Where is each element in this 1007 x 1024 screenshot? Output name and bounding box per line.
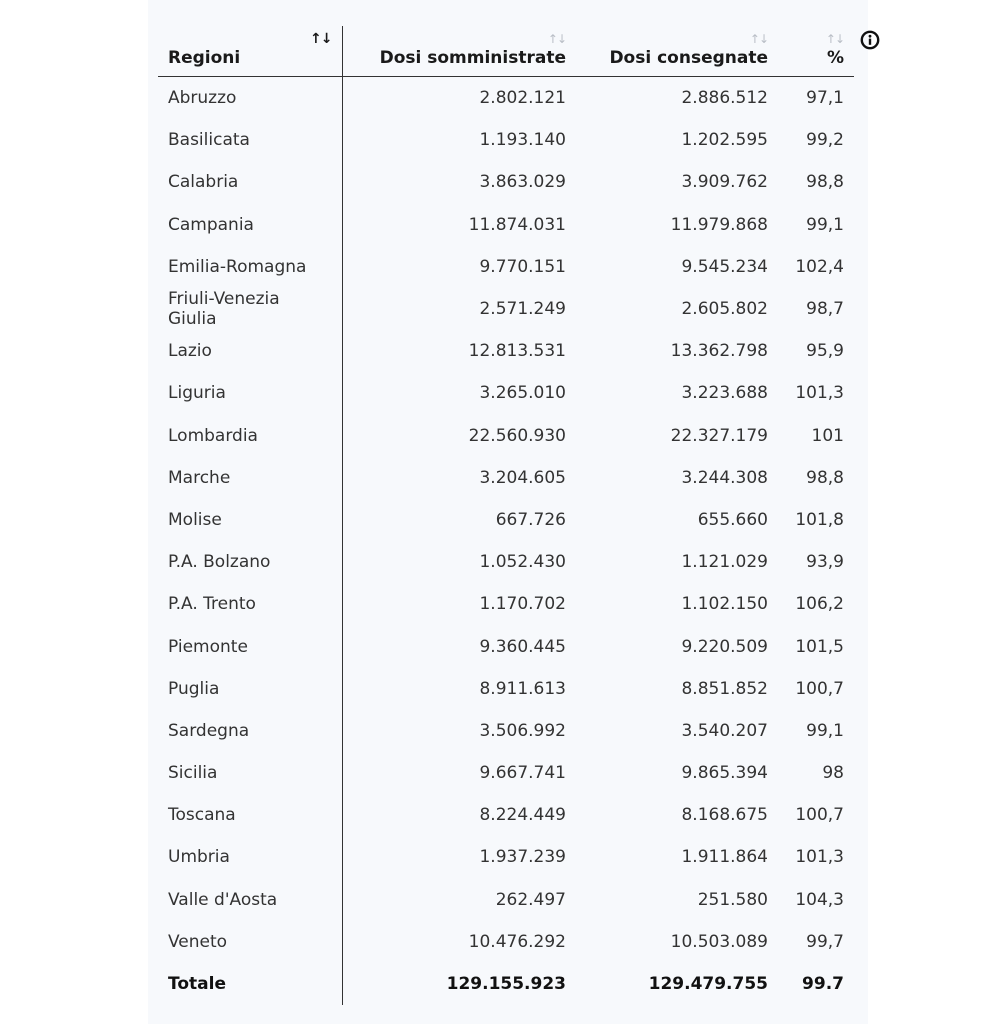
cell-percent: 98,7 [806,299,844,320]
column-header-administered[interactable] [342,26,576,77]
cell-region: Calabria [158,161,342,203]
table-row [158,625,854,667]
cell-percent: 101 [811,425,844,446]
cell-delivered: 9.220.509 [681,636,768,657]
table-row [158,330,854,372]
cell-administered: 262.497 [495,889,566,910]
cell-administered: 12.813.531 [468,341,566,362]
cell-percent: 99,1 [806,214,844,235]
cell-delivered: 13.362.798 [670,341,768,362]
cell-region: P.A. Bolzano [158,541,342,583]
cell-delivered: 3.909.762 [681,172,768,193]
cell-administered: 2.802.121 [479,88,566,109]
sort-arrows-icon[interactable]: ↑↓ [749,32,768,46]
cell-delivered: 11.979.868 [670,214,768,235]
cell-percent: 100,7 [795,678,844,699]
table-row [158,921,854,963]
sort-arrows-icon[interactable]: ↑↓ [547,32,566,46]
cell-delivered: 2.605.802 [681,299,768,320]
cell-administered: 9.360.445 [479,636,566,657]
table-row [158,583,854,625]
cell-total-label: Totale [158,963,342,1005]
table-row [158,372,854,414]
table-row [158,161,854,203]
cell-administered: 22.560.930 [468,425,566,446]
table-row [158,541,854,583]
cell-administered: 2.571.249 [479,299,566,320]
table-row [158,119,854,161]
table-row [158,752,854,794]
table-row [158,288,854,330]
cell-region: Molise [158,499,342,541]
cell-delivered: 1.102.150 [681,594,768,615]
table-row [158,794,854,836]
cell-region: P.A. Trento [158,583,342,625]
cell-percent: 97,1 [806,88,844,109]
cell-percent: 93,9 [806,552,844,573]
cell-region: Marche [158,457,342,499]
cell-region: Piemonte [158,625,342,667]
cell-percent: 95,9 [806,341,844,362]
cell-administered: 3.863.029 [479,172,566,193]
cell-region: Sicilia [158,752,342,794]
cell-total-administered: 129.155.923 [446,974,566,995]
vaccine-doses-table [158,26,854,1005]
table-row [158,668,854,710]
cell-region: Lazio [158,330,342,372]
cell-percent: 99,1 [806,720,844,741]
cell-region: Veneto [158,921,342,963]
cell-administered: 8.224.449 [479,805,566,826]
table-row [158,246,854,288]
column-header-percent[interactable] [778,26,854,77]
cell-percent: 100,7 [795,805,844,826]
cell-total-delivered: 129.479.755 [648,974,768,995]
table-row [158,415,854,457]
cell-administered: 11.874.031 [468,214,566,235]
cell-delivered: 8.168.675 [681,805,768,826]
cell-delivered: 1.911.864 [681,847,768,868]
cell-administered: 9.770.151 [479,256,566,277]
cell-administered: 3.506.992 [479,720,566,741]
column-header-label: Regioni [168,48,241,68]
cell-delivered: 9.545.234 [681,256,768,277]
cell-delivered: 22.327.179 [670,425,768,446]
table-row [158,710,854,752]
cell-percent: 98,8 [806,467,844,488]
cell-delivered: 2.886.512 [681,88,768,109]
cell-percent: 102,4 [795,256,844,277]
cell-administered: 1.193.140 [479,130,566,151]
cell-delivered: 3.540.207 [681,720,768,741]
column-header-label: Dosi consegnate [609,48,768,68]
cell-administered: 1.937.239 [479,847,566,868]
cell-region: Toscana [158,794,342,836]
cell-administered: 9.667.741 [479,763,566,784]
cell-delivered: 3.244.308 [681,467,768,488]
cell-percent: 106,2 [795,594,844,615]
cell-region: Valle d'Aosta [158,879,342,921]
table-row [158,499,854,541]
cell-delivered: 8.851.852 [681,678,768,699]
table-row [158,77,854,120]
info-circle-icon[interactable] [860,30,880,50]
sort-arrows-icon[interactable]: ↑↓ [310,31,332,47]
cell-delivered: 10.503.089 [670,931,768,952]
cell-delivered: 251.580 [697,889,768,910]
cell-region: Campania [158,204,342,246]
cell-delivered: 9.865.394 [681,763,768,784]
cell-region: Puglia [158,668,342,710]
cell-region: Basilicata [158,119,342,161]
column-header-label: % [826,48,844,68]
cell-administered: 8.911.613 [479,678,566,699]
cell-administered: 1.052.430 [479,552,566,573]
cell-administered: 10.476.292 [468,931,566,952]
cell-percent: 101,3 [795,383,844,404]
cell-administered: 1.170.702 [479,594,566,615]
cell-delivered: 1.121.029 [681,552,768,573]
cell-percent: 99,7 [806,931,844,952]
cell-delivered: 1.202.595 [681,130,768,151]
cell-administered: 3.265.010 [479,383,566,404]
cell-percent: 101,5 [795,636,844,657]
cell-administered: 667.726 [495,509,566,530]
cell-region: Abruzzo [158,77,342,120]
cell-region: Friuli-Venezia Giulia [158,288,342,330]
column-header-delivered[interactable] [576,26,778,77]
cell-region: Emilia-Romagna [158,246,342,288]
cell-percent: 101,3 [795,847,844,868]
table-row [158,457,854,499]
cell-total-percent: 99.7 [802,974,844,995]
cell-percent: 98,8 [806,172,844,193]
cell-percent: 98 [822,763,844,784]
cell-percent: 104,3 [795,889,844,910]
table-row [158,879,854,921]
cell-administered: 3.204.605 [479,467,566,488]
column-header-label: Dosi somministrate [379,48,566,68]
cell-region: Liguria [158,372,342,414]
sort-arrows-icon[interactable]: ↑↓ [825,32,844,46]
cell-delivered: 3.223.688 [681,383,768,404]
cell-delivered: 655.660 [697,509,768,530]
cell-region: Lombardia [158,415,342,457]
cell-region: Sardegna [158,710,342,752]
cell-percent: 99,2 [806,130,844,151]
table-row [158,836,854,878]
cell-percent: 101,8 [795,509,844,530]
column-header-region[interactable] [158,26,342,77]
table-total-row [158,963,854,1005]
cell-region: Umbria [158,836,342,878]
table-header-row [158,26,854,77]
table-row [158,204,854,246]
